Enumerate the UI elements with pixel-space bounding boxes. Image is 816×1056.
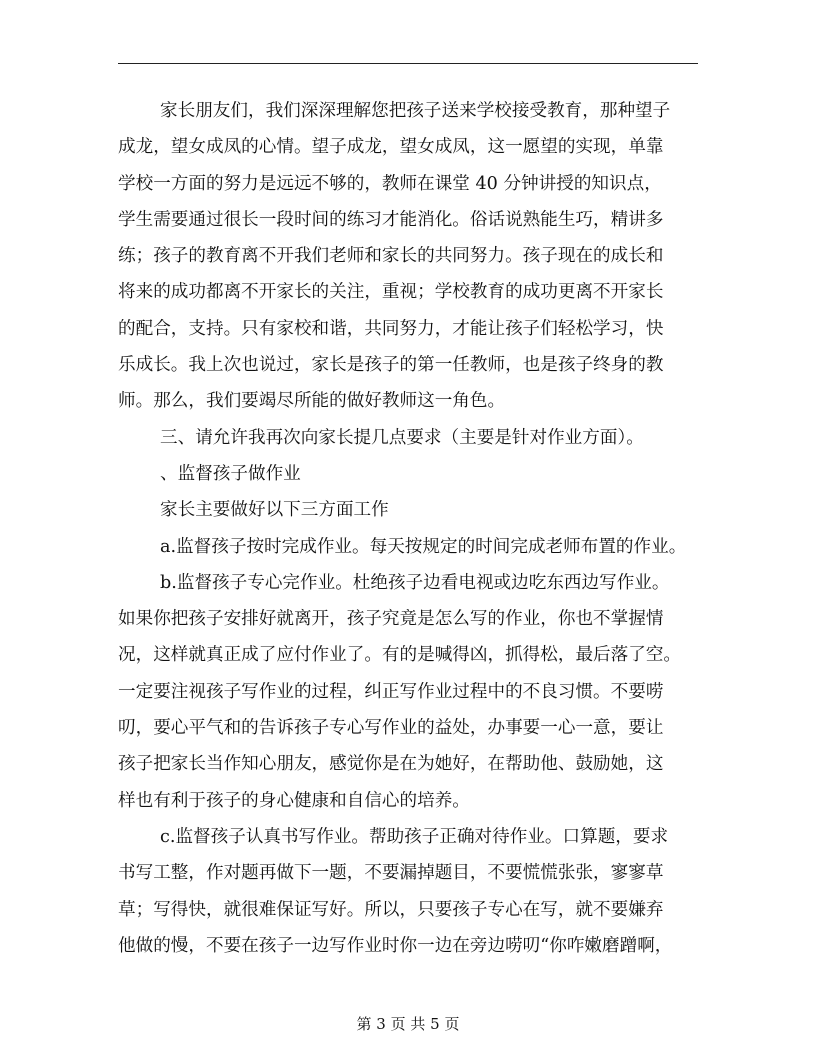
text-line: 他做的慢，不要在孩子一边写作业时你一边在旁边唠叨“你咋嫩磨蹭啊， — [118, 935, 673, 956]
text-line: 将来的成功都离不开家长的关注，重视；学校教育的成功更离不开家长 — [118, 282, 664, 303]
text-line: 况，这样就真正成了应付作业了。有的是喊得凶，抓得松，最后落了空。 — [118, 645, 682, 666]
header-rule — [118, 63, 698, 64]
text-line: 叨，要心平气和的告诉孩子专心写作业的益处，办事要一心一意，要让 — [118, 718, 664, 739]
text-line: 一定要注视孩子写作业的过程，纠正写作业过程中的不良习惯。不要唠 — [118, 681, 664, 702]
text-line: 孩子把家长当作知心朋友，感觉你是在为她好，在帮助他、鼓励她，这 — [118, 754, 664, 775]
text-line: 草；写得快，就很难保证写好。所以，只要孩子专心在写，就不要嫌弃 — [118, 899, 664, 920]
text-line: 学生需要通过很长一段时间的练习才能消化。俗话说熟能生巧，精讲多 — [118, 209, 664, 230]
list-item-c: c.监督孩子认真书写作业。帮助孩子正确对待作业。口算题，要求 — [160, 826, 669, 847]
text-line: 样也有利于孩子的身心健康和自信心的培养。 — [118, 790, 470, 811]
text-line: 成龙，望女成凤的心情。望子成龙，望女成凤，这一愿望的实现，单靠 — [118, 137, 664, 158]
text-line: 学校一方面的努力是远远不够的，教师在课堂 40 分钟讲授的知识点， — [118, 173, 662, 194]
section-heading: 三、请允许我再次向家长提几点要求（主要是针对作业方面）。 — [160, 427, 644, 448]
list-item-a: a.监督孩子按时完成作业。每天按规定的时间完成老师布置的作业。 — [160, 536, 687, 557]
text-line: 如果你把孩子安排好就离开，孩子究竟是怎么写的作业，你也不掌握情 — [118, 609, 664, 630]
text-line: 乐成长。我上次也说过，家长是孩子的第一任教师，也是孩子终身的教 — [118, 355, 664, 376]
list-item-b: b.监督孩子专心完作业。杜绝孩子边看电视或边吃东西边写作业。 — [160, 572, 670, 593]
text-line: 的配合，支持。只有家校和谐，共同努力，才能让孩子们轻松学习，快 — [118, 318, 664, 339]
text-line: 家长主要做好以下三方面工作 — [160, 500, 389, 521]
text-line: 练；孩子的教育离不开我们老师和家长的共同努力。孩子现在的成长和 — [118, 246, 664, 267]
text-line: 师。那么，我们要竭尽所能的做好教师这一角色。 — [118, 391, 506, 412]
subsection-heading: 、监督孩子做作业 — [160, 463, 301, 484]
text-line: 家长朋友们，我们深深理解您把孩子送来学校接受教育，那种望子 — [160, 101, 671, 121]
document-body — [118, 93, 698, 964]
page-number: 第 3 页 共 5 页 — [356, 1015, 460, 1033]
text-line: 书写工整，作对题再做下一题，不要漏掉题目，不要慌慌张张，寥寥草 — [118, 863, 664, 884]
